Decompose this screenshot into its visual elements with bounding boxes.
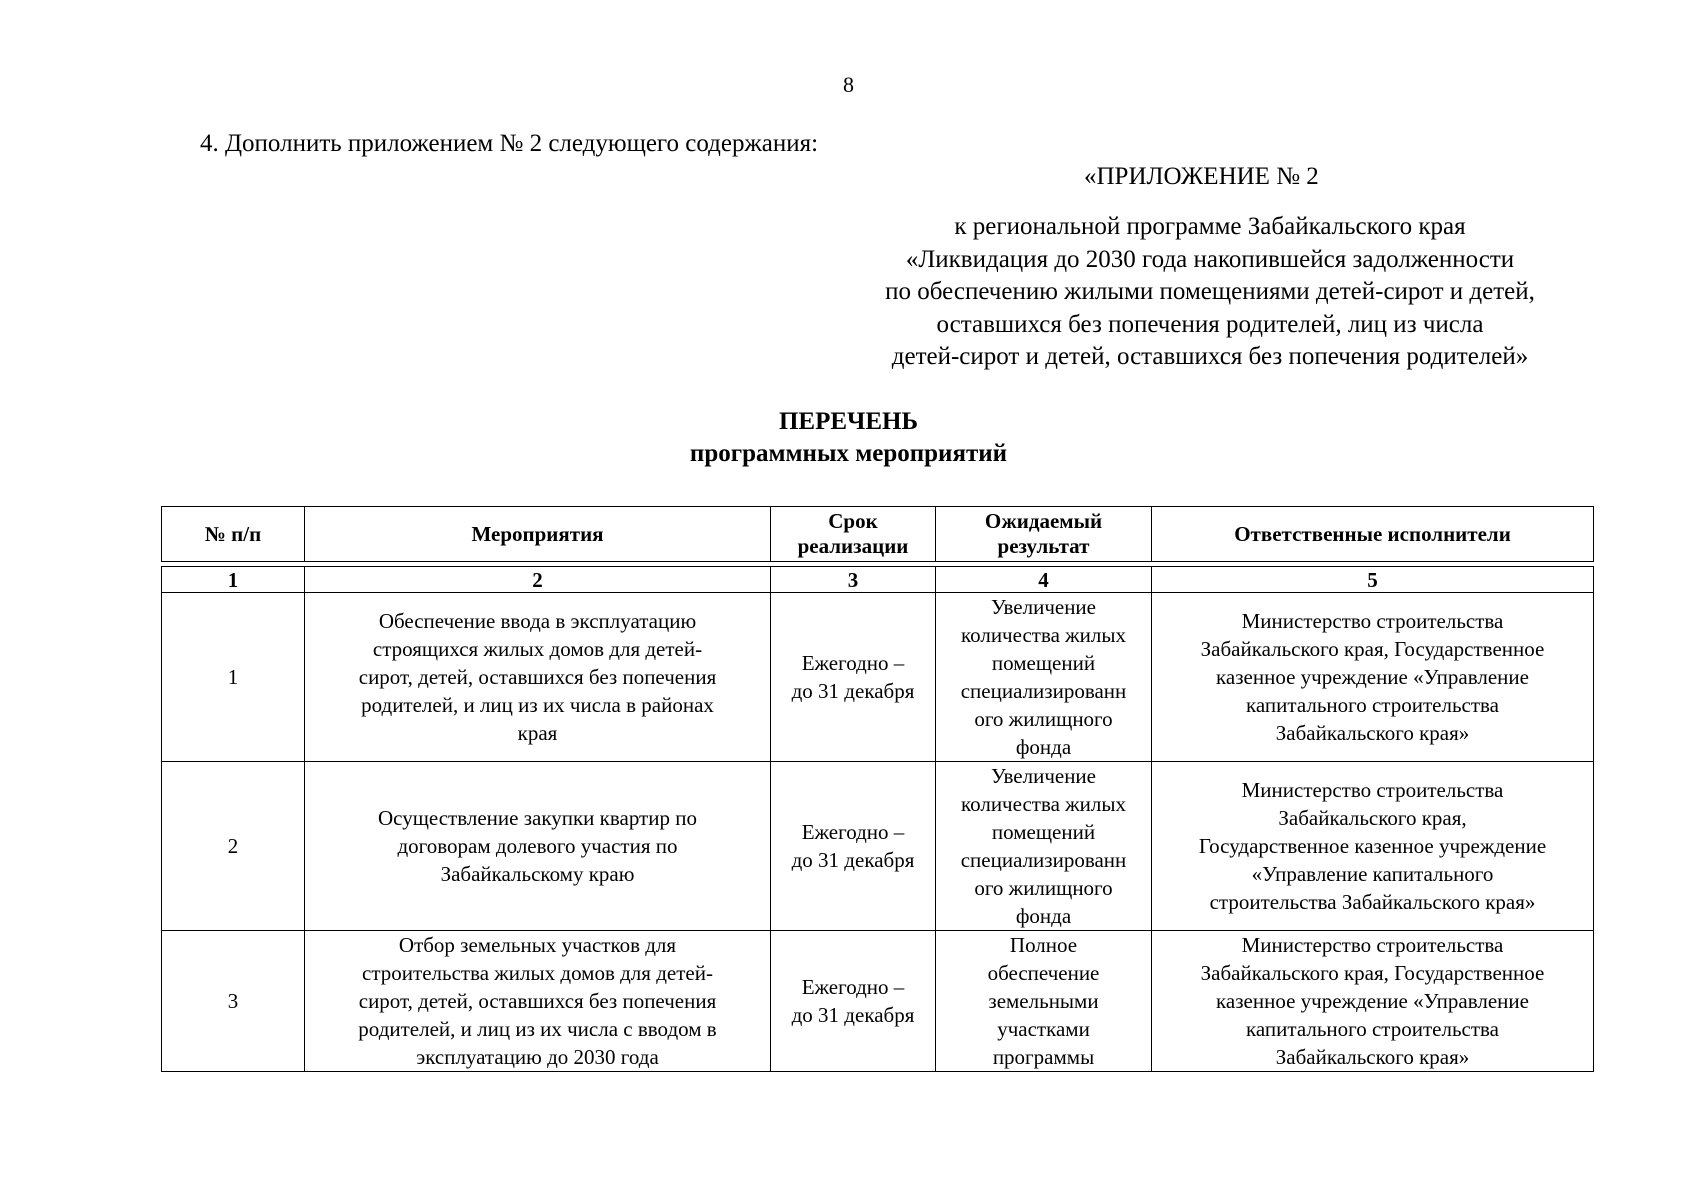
document-title — [0, 406, 1697, 470]
appendix-line: по обеспечению жилыми помещениями детей-сирот и детей, — [885, 278, 1535, 305]
row-activity: Отбор земельных участков для строительства жилых домов для детей- сирот, детей, оставшихся без попечения родителей, и лиц из их числа с вводом в эксплуатацию до 2030 года — [305, 931, 771, 1072]
title-line-1: ПЕРЕЧЕНЬ — [778, 408, 919, 435]
appendix-line: детей-сирот и детей, оставшихся без попечения родителей» — [891, 343, 1529, 370]
row-term: Ежегодно – до 31 декабря — [771, 931, 936, 1072]
header-result: Ожидаемый результат — [936, 507, 1152, 562]
row-activity: Обеспечение ввода в эксплуатацию строящихся жилых домов для детей- сирот, детей, оставшихся без попечения родителей, и лиц из их числа в районах края — [305, 593, 771, 762]
column-number: 4 — [936, 567, 1152, 593]
row-executors: Министерство строительства Забайкальского края, Государственное казенное учреждение «Управление капитального строительства Забайкальского края» — [1152, 593, 1594, 762]
table-header — [161, 506, 1594, 562]
column-number: 3 — [771, 567, 936, 593]
appendix-description — [830, 211, 1590, 374]
appendix-line: «Ликвидация до 2030 года накопившейся задолженности — [905, 245, 1515, 273]
appendix-heading: «ПРИЛОЖЕНИЕ № 2 — [1084, 163, 1319, 190]
row-result: Увеличение количества жилых помещений специализированн ого жилищного фонда — [936, 593, 1152, 762]
row-activity: Осуществление закупки квартир по договорам долевого участия по Забайкальскому краю — [305, 762, 771, 931]
header-num: № п/п — [162, 507, 305, 562]
page-number: 8 — [843, 72, 854, 97]
appendix-line: оставшихся без попечения родителей, лиц из числа — [936, 310, 1484, 338]
column-number: 1 — [162, 567, 305, 593]
row-num: 1 — [162, 593, 305, 762]
appendix-line: к региональной программе Забайкальского края — [954, 213, 1466, 240]
row-num: 2 — [162, 762, 305, 931]
row-result: Увеличение количества жилых помещений специализированн ого жилищного фонда — [936, 762, 1152, 931]
column-number: 2 — [305, 567, 771, 593]
activities-table — [161, 566, 1594, 1072]
table-row — [162, 931, 1594, 1072]
row-term: Ежегодно – до 31 декабря — [771, 762, 936, 931]
header-executors: Ответственные исполнители — [1152, 507, 1594, 562]
row-executors: Министерство строительства Забайкальского края, Государственное казенное учреждение «Управление капитального строительства Забайкальского края» — [1152, 762, 1594, 931]
table-row — [162, 762, 1594, 931]
point-4-text: 4. Дополнить приложением № 2 следующего содержания: — [200, 130, 819, 157]
table-row — [162, 593, 1594, 762]
column-number: 5 — [1152, 567, 1594, 593]
row-executors: Министерство строительства Забайкальского края, Государственное казенное учреждение «Управление капитального строительства Забайкальского края» — [1152, 931, 1594, 1072]
title-line-2: программных мероприятий — [689, 440, 1008, 467]
header-activity: Мероприятия — [305, 507, 771, 562]
row-result: Полное обеспечение земельными участками программы — [936, 931, 1152, 1072]
row-num: 3 — [162, 931, 305, 1072]
row-term: Ежегодно – до 31 декабря — [771, 593, 936, 762]
column-number-row — [162, 567, 1594, 593]
header-term: Срок реализации — [771, 507, 936, 562]
